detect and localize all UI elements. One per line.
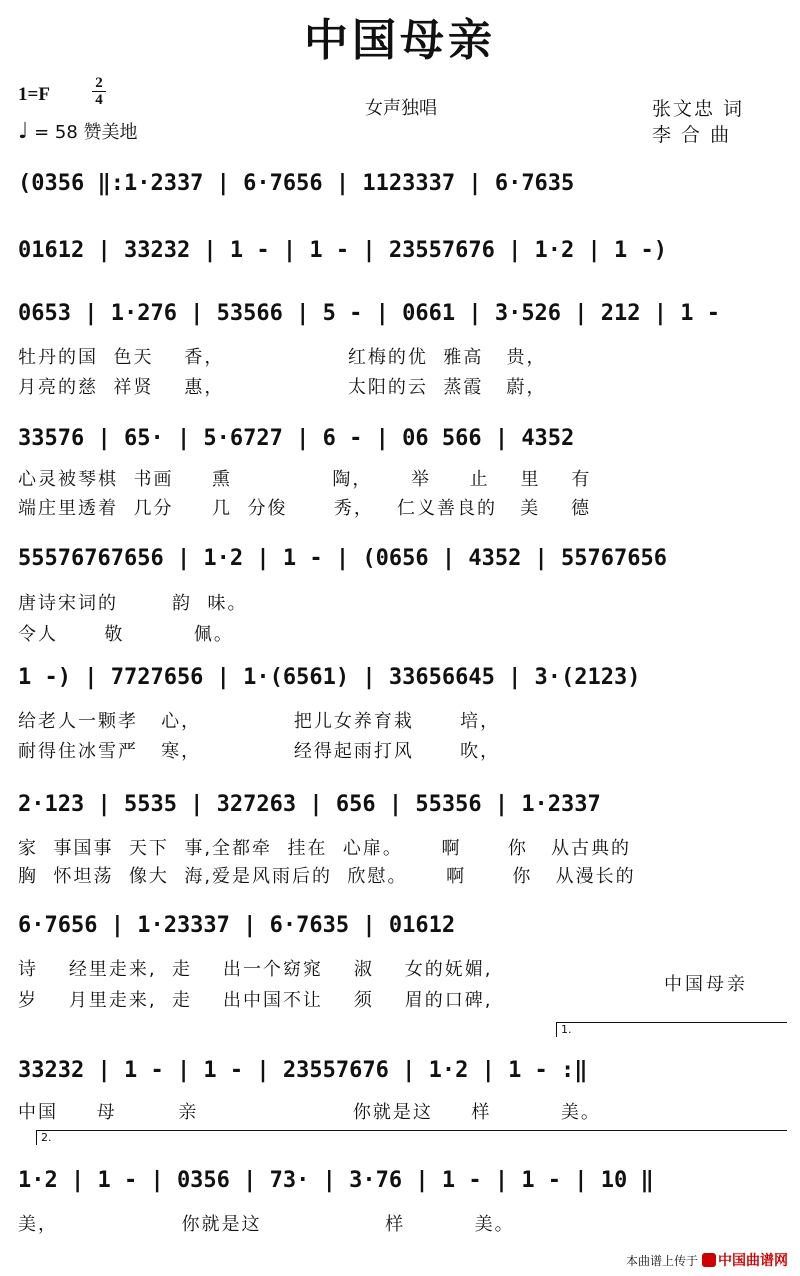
site-logo[interactable]: [702, 1250, 788, 1270]
notation-line: 2·123 | 5535 | 327263 | 656 | 55356 | 1·2337: [18, 791, 601, 817]
volta-label: 2.: [41, 1131, 52, 1144]
score-row-5: [18, 538, 782, 578]
notation-line: 6·7656 | 1·23337 | 6·7635 | 01612: [18, 912, 456, 938]
footer: [626, 1250, 788, 1270]
logo-icon: [702, 1253, 716, 1267]
score-row-3: [18, 293, 782, 333]
score-row-7: [18, 784, 782, 824]
page-title: 中国母亲: [304, 15, 496, 66]
tempo-marking: [18, 118, 138, 144]
score-row-10: [18, 1160, 782, 1200]
site-name: 中国曲谱网: [718, 1253, 788, 1269]
lyric-line: 耐得住冰雪严 寒， 经得起雨打风 吹，: [18, 741, 501, 762]
composer-credit: 李 合 曲: [652, 124, 732, 146]
score-row-8: [18, 905, 782, 945]
lyric-line: 胸 怀坦荡 像大 海,爱是风雨后的 欣慰。 啊 你 从漫长的: [18, 866, 636, 887]
performance-type: 女声独唱: [365, 98, 437, 119]
lyric-line: 美， 你就是这 样 美。: [18, 1214, 515, 1235]
lyric-line: 牡丹的国 色天 香， 红梅的优 雅高 贵，: [18, 347, 547, 368]
lyric-line: 唐诗宋词的 韵 味。: [18, 593, 248, 614]
score-row-9: [18, 1050, 782, 1090]
footer-text: 本曲谱上传于: [625, 1253, 698, 1268]
time-signature-top: 2: [95, 75, 103, 91]
lyric-line: 心灵被琴棋 书画 熏 陶， 举 止 里 有: [18, 469, 592, 490]
lyric-line: 给老人一颗孝 心， 把儿女养育栽 培，: [18, 711, 501, 732]
time-signature: [92, 76, 106, 107]
tempo-text: = 58 赞美地: [34, 122, 138, 143]
first-ending-bracket: [556, 1022, 787, 1037]
notation-line: 33576 | 65· | 5·6727 | 6 - | 06 566 | 4352: [18, 425, 575, 451]
lyric-line: 端庄里透着 几分 几 分俊 秀， 仁义善良的 美 德: [18, 498, 592, 519]
time-signature-bottom: 4: [95, 92, 103, 108]
notation-line: 01612 | 33232 | 1 - | 1 - | 23557676 | 1·2 | 1 -): [18, 237, 668, 263]
lyric-line: 家 事国事 天下 事,全都牵 挂在 心扉。 啊 你 从古典的: [18, 838, 632, 859]
lyric-line-refrain: 中国母亲: [664, 974, 748, 995]
notation-line: 55576767656 | 1·2 | 1 - | (0656 | 4352 | 55767656: [18, 545, 668, 571]
score-row-4: [18, 418, 782, 458]
second-ending-bracket: [36, 1130, 787, 1145]
score-row-6: [18, 657, 782, 697]
key-signature: 1=F: [18, 84, 50, 105]
volta-label: 1.: [561, 1023, 572, 1036]
lyricist-credit: 张文忠 词: [652, 98, 745, 120]
notation-line: (0356 ‖:1·2337 | 6·7656 | 1123337 | 6·7635: [18, 170, 575, 196]
score-row-1: [18, 163, 782, 203]
lyric-line: 中国 母 亲 你就是这 样 美。: [18, 1102, 601, 1123]
notation-line: 1·2 | 1 - | 0356 | 73· | 3·76 | 1 - | 1 - | 10 ‖: [18, 1167, 654, 1193]
lyric-line: 岁 月里走来, 走 出中国不让 须 眉的口碑,: [18, 990, 493, 1011]
quarter-note-icon: ♩: [18, 119, 29, 144]
notation-line: 0653 | 1·276 | 53566 | 5 - | 0661 | 3·526 | 212 | 1 -: [18, 300, 720, 326]
lyric-line: 诗 经里走来, 走 出一个窈窕 淑 女的妩媚,: [18, 959, 493, 980]
lyric-line: 月亮的慈 祥贤 惠， 太阳的云 蒸霞 蔚，: [18, 377, 547, 398]
score-row-2: [18, 230, 782, 270]
notation-line: 33232 | 1 - | 1 - | 23557676 | 1·2 | 1 - :‖: [18, 1057, 588, 1083]
notation-line: 1 -) | 7727656 | 1·(6561) | 33656645 | 3·(2123): [18, 664, 641, 690]
lyric-line: 令人 敬 佩。: [18, 624, 234, 645]
